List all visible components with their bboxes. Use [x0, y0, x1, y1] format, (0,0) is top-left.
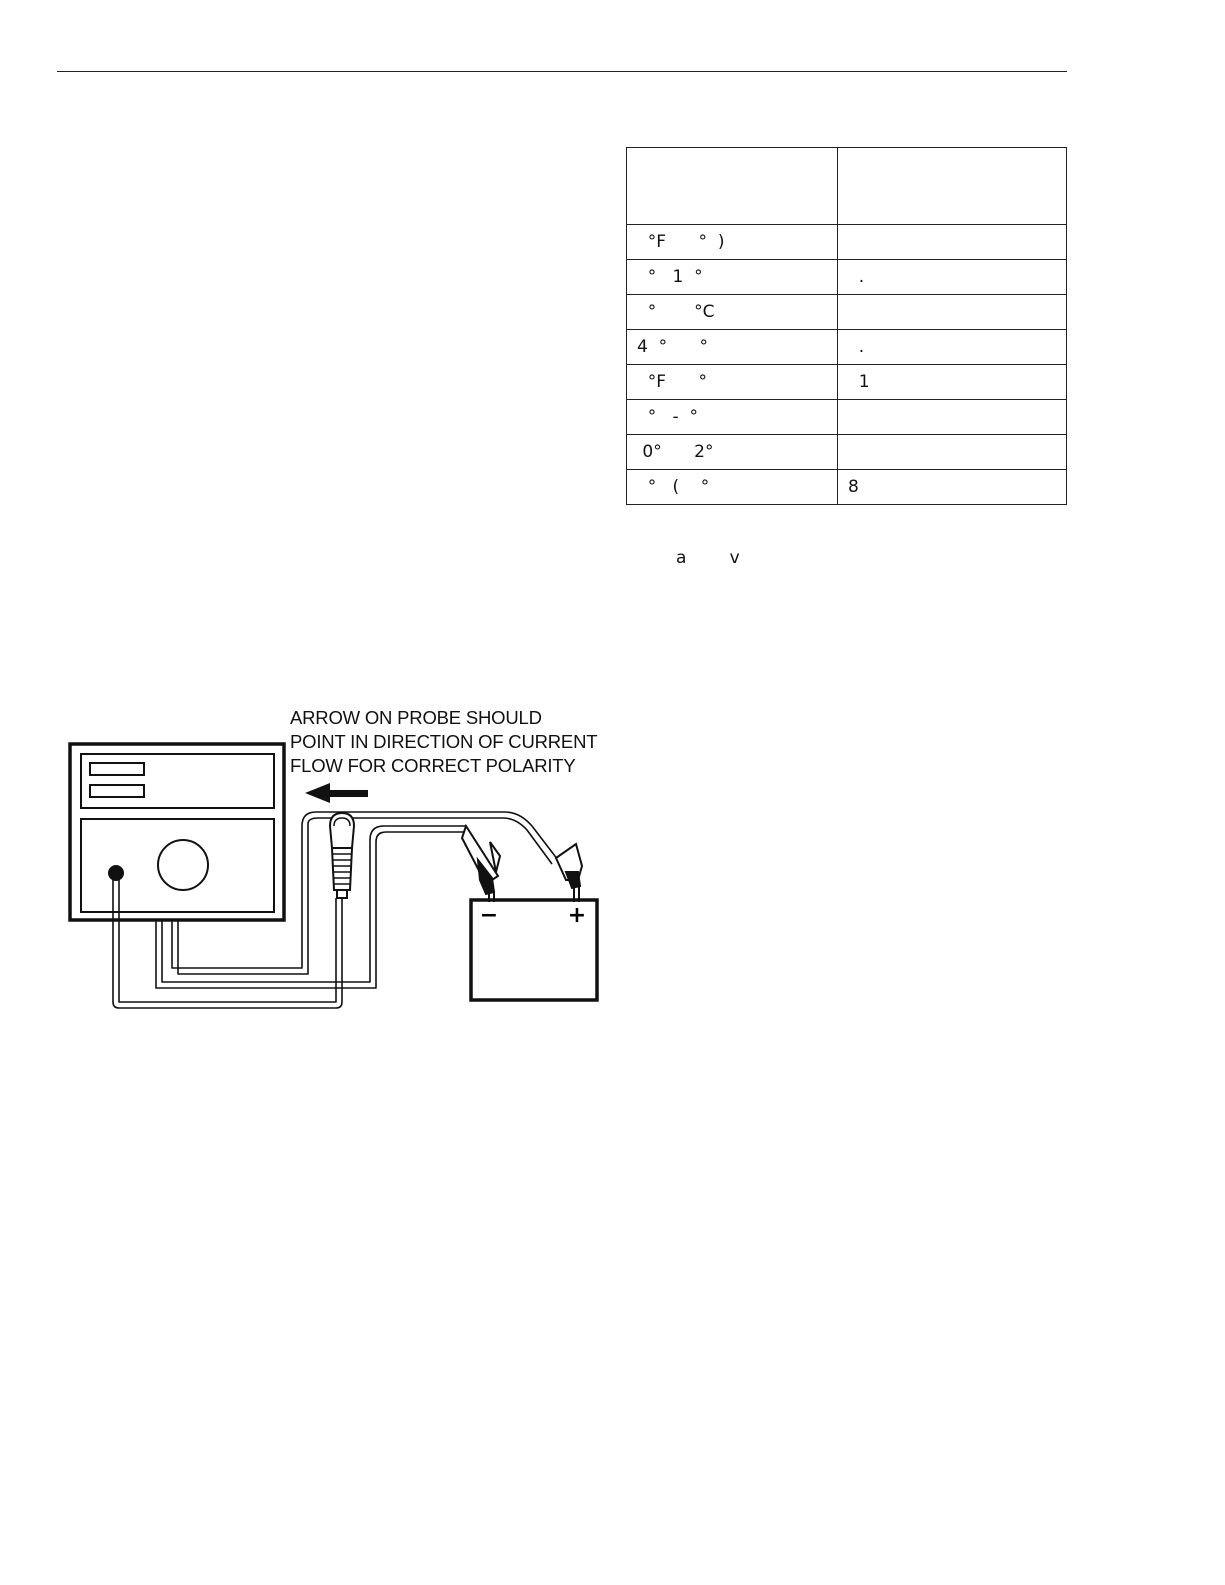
figure-label-line: ARROW ON PROBE SHOULD: [290, 707, 542, 728]
tester-gauge-top: [90, 763, 144, 775]
table-header-cell: [838, 148, 1067, 225]
table-header-row: [627, 148, 1067, 225]
negative-lead-cable-inner: [162, 826, 466, 982]
table-row: [627, 365, 1067, 400]
table-cell: ° ( °: [627, 470, 838, 505]
table-cell: ° - °: [627, 400, 838, 435]
positive-lead-cable: [172, 812, 558, 968]
table-cell: [838, 225, 1067, 260]
negative-battery-clamp: [462, 826, 500, 902]
battery-negative-sign: −: [479, 903, 499, 928]
table-cell: ° 1 °: [627, 260, 838, 295]
table-cell: [838, 435, 1067, 470]
table-caption: a v: [676, 548, 740, 568]
positive-lead-cable-inner: [178, 818, 552, 974]
figure-label-line: POINT IN DIRECTION OF CURRENT: [290, 731, 598, 752]
figure-label: [290, 706, 625, 778]
tester-body: [70, 744, 284, 920]
table-cell: [838, 295, 1067, 330]
table-cell: 1: [838, 365, 1067, 400]
table-header-cell: [627, 148, 838, 225]
figure-label-line: FLOW FOR CORRECT POLARITY: [290, 755, 576, 776]
positive-battery-clamp: [556, 844, 582, 902]
table-row: [627, 330, 1067, 365]
table-row: [627, 435, 1067, 470]
tester-gauge-bottom: [90, 785, 144, 797]
table-cell: [838, 400, 1067, 435]
table-row: [627, 470, 1067, 505]
tester-terminal: [108, 865, 124, 881]
spec-table: [626, 147, 1067, 505]
tester-control-panel: [81, 819, 274, 912]
table-row: [627, 400, 1067, 435]
header-rule: [57, 71, 1067, 72]
tester-knob: [158, 840, 208, 890]
table-cell: .: [838, 260, 1067, 295]
table-row: [627, 260, 1067, 295]
inductive-probe: [330, 813, 354, 898]
current-direction-arrow: [305, 783, 368, 803]
table-cell: ° °C: [627, 295, 838, 330]
table-cell: 0° 2°: [627, 435, 838, 470]
table-row: [627, 295, 1067, 330]
negative-lead-cable: [156, 832, 466, 988]
table-cell: 8: [838, 470, 1067, 505]
table-cell: °F °: [627, 365, 838, 400]
battery-positive-sign: +: [567, 903, 587, 928]
table-cell: °F ° ): [627, 225, 838, 260]
table-row: [627, 225, 1067, 260]
table-cell: .: [838, 330, 1067, 365]
table-cell: 4 ° °: [627, 330, 838, 365]
